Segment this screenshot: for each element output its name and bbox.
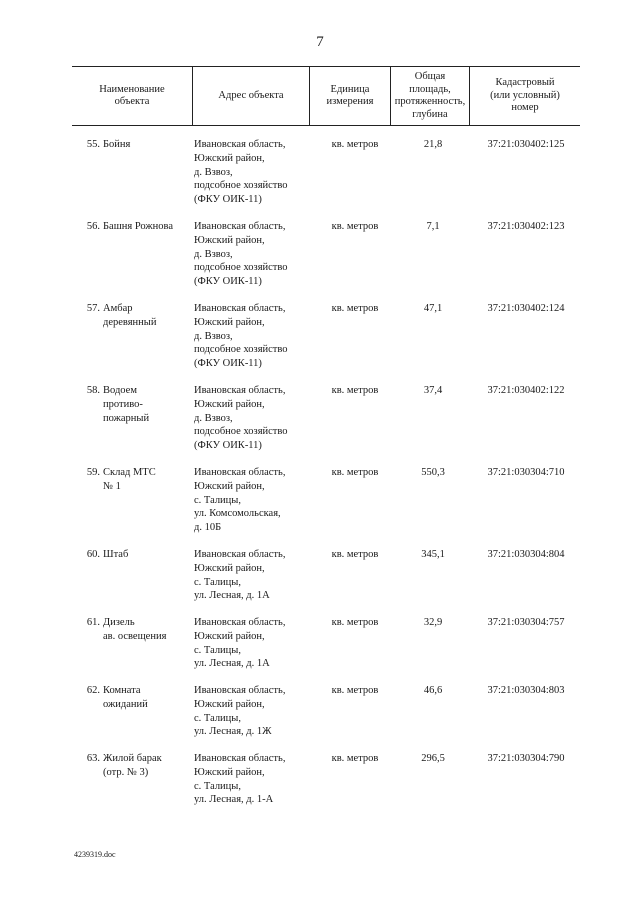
object-address-line: ул. Комсомольская,	[194, 508, 281, 520]
object-address-line: Ивановская область,	[194, 617, 286, 628]
header-line: Адрес объекта	[218, 89, 284, 101]
area-value: 37,4	[423, 385, 443, 396]
object-address-line: д. Взвоз,	[194, 166, 233, 178]
object-address-line: Ивановская область,	[194, 685, 286, 696]
unit-of-measure: кв. метров	[331, 617, 379, 628]
object-address-line: с. Талицы,	[194, 712, 241, 724]
object-name-line: Склад МТС	[103, 467, 156, 478]
unit-of-measure: кв. метров	[331, 753, 379, 764]
header-cadastral-lines	[490, 77, 560, 115]
header-name-lines	[99, 84, 164, 109]
unit-of-measure: кв. метров	[331, 303, 379, 314]
object-address-line: д. Взвоз,	[194, 330, 233, 342]
object-name-line: Жилой барак	[103, 753, 162, 764]
object-address-line: ул. Лесная, д. 1Ж	[194, 726, 272, 738]
header-line: (или условный)	[490, 89, 560, 101]
cadastral-number: 37:21:030304:803	[487, 685, 565, 696]
header-line: Единица	[330, 83, 370, 95]
object-address-line: Южский район,	[194, 562, 265, 574]
object-address-line: Ивановская область,	[194, 385, 286, 396]
object-address-line: подсобное хозяйство	[194, 344, 288, 356]
object-name-line: противо-	[103, 398, 143, 410]
header-cadastral	[470, 67, 580, 125]
unit-of-measure: кв. метров	[331, 467, 379, 478]
object-address-line: Южский район,	[194, 766, 265, 778]
object-address-line: Южский район,	[194, 152, 265, 164]
object-address-line: Ивановская область,	[194, 221, 286, 232]
object-name	[103, 548, 191, 562]
object-address	[194, 138, 314, 207]
header-line: измерения	[326, 96, 374, 107]
object-address	[194, 616, 314, 671]
cadastral-number: 37:21:030304:790	[487, 753, 565, 764]
area-value: 46,6	[423, 685, 443, 696]
row-number: 62.	[86, 685, 100, 696]
header-line: глубина	[412, 108, 448, 120]
header-line: протяженность,	[394, 96, 466, 107]
object-address-line: Южский район,	[194, 398, 265, 410]
object-address-line: с. Талицы,	[194, 576, 241, 588]
object-name-line: Амбар	[103, 303, 133, 314]
object-name	[103, 466, 191, 494]
object-address-line: (ФКУ ОИК-11)	[194, 276, 262, 288]
object-address-line: Ивановская область,	[194, 467, 286, 478]
cadastral-number: 37:21:030402:124	[487, 303, 565, 314]
area-value: 32,9	[423, 617, 443, 628]
area-value: 47,1	[423, 303, 443, 314]
object-name-line: Водоем	[103, 385, 137, 396]
object-address-line: Ивановская область,	[194, 549, 286, 560]
cadastral-number: 37:21:030402:122	[487, 385, 565, 396]
object-name-line: Дизель	[103, 617, 135, 628]
object-address-line: ул. Лесная, д. 1А	[194, 590, 270, 602]
header-line: Общая	[414, 71, 446, 82]
object-address	[194, 302, 314, 371]
object-address-line: д. 10Б	[194, 522, 222, 534]
object-name	[103, 616, 191, 644]
cadastral-number: 37:21:030304:710	[487, 467, 565, 478]
header-area-lines	[395, 71, 465, 121]
object-address-line: д. Взвоз,	[194, 248, 233, 260]
object-name	[103, 138, 191, 152]
row-number: 55.	[86, 139, 100, 150]
object-address-line: Южский район,	[194, 316, 265, 328]
area-value: 345,1	[421, 549, 445, 560]
header-line: площадь,	[409, 83, 451, 95]
unit-of-measure: кв. метров	[331, 139, 379, 150]
unit-of-measure: кв. метров	[331, 221, 379, 232]
unit-of-measure: кв. метров	[331, 685, 379, 696]
object-address	[194, 548, 314, 603]
header-address-lines	[218, 90, 283, 103]
area-value: 296,5	[421, 753, 445, 764]
row-number: 58.	[86, 385, 100, 396]
object-name-line: ав. освещения	[103, 630, 167, 642]
object-address-line: Южский район,	[194, 480, 265, 492]
cadastral-number: 37:21:030402:123	[487, 221, 565, 232]
object-name	[103, 684, 191, 712]
header-line: Кадастровый	[495, 77, 555, 89]
row-number: 60.	[86, 549, 100, 560]
object-address-line: подсобное хозяйство	[194, 180, 288, 192]
header-line: объекта	[114, 96, 150, 107]
cadastral-number: 37:21:030304:757	[487, 617, 565, 628]
cadastral-number: 37:21:030402:125	[487, 139, 565, 150]
object-address	[194, 466, 314, 535]
object-name	[103, 752, 191, 780]
object-address-line: д. Взвоз,	[194, 412, 233, 424]
object-name	[103, 220, 191, 234]
object-name	[103, 384, 191, 425]
object-address-line: (ФКУ ОИК-11)	[194, 358, 262, 370]
object-name-line: пожарный	[103, 412, 150, 424]
object-address-line: (ФКУ ОИК-11)	[194, 194, 262, 206]
page-number: 7	[316, 34, 324, 50]
header-line: номер	[511, 102, 539, 114]
row-number: 59.	[86, 467, 100, 478]
document-filename: 4239319.doc	[74, 850, 116, 859]
row-number: 57.	[86, 303, 100, 314]
object-name	[103, 302, 191, 330]
row-number: 56.	[86, 221, 100, 232]
object-address-line: Южский район,	[194, 630, 265, 642]
object-address-line: ул. Лесная, д. 1А	[194, 658, 270, 670]
object-name-line: № 1	[103, 480, 121, 492]
table-header	[72, 66, 580, 126]
header-area	[391, 67, 469, 125]
unit-of-measure: кв. метров	[331, 549, 379, 560]
object-address-line: ул. Лесная, д. 1-А	[194, 794, 274, 806]
row-number: 61.	[86, 617, 100, 628]
object-name-line: Башня Рожнова	[103, 221, 174, 232]
header-unit	[310, 67, 390, 125]
object-address-line: (ФКУ ОИК-11)	[194, 440, 262, 452]
object-address	[194, 752, 314, 807]
object-address-line: с. Талицы,	[194, 494, 241, 506]
object-name-line: (отр. № 3)	[103, 766, 149, 778]
object-address-line: Ивановская область,	[194, 753, 286, 764]
object-address	[194, 684, 314, 739]
object-address	[194, 384, 314, 453]
object-address-line: с. Талицы,	[194, 780, 241, 792]
object-name-line: Бойня	[103, 139, 131, 150]
header-name	[72, 67, 192, 125]
header-line: Наименование	[99, 83, 165, 95]
object-address	[194, 220, 314, 289]
area-value: 550,3	[421, 467, 445, 478]
cadastral-number: 37:21:030304:804	[487, 549, 565, 560]
object-address-line: с. Талицы,	[194, 644, 241, 656]
object-address-line: Ивановская область,	[194, 303, 286, 314]
row-number: 63.	[86, 753, 100, 764]
object-name-line: Комната	[103, 685, 141, 696]
object-name-line: ожиданий	[103, 698, 148, 710]
object-name-line: Штаб	[103, 549, 129, 560]
header-unit-lines	[327, 84, 374, 109]
area-value: 21,8	[423, 139, 443, 150]
object-address-line: Южский район,	[194, 234, 265, 246]
object-name-line: деревянный	[103, 316, 157, 328]
object-address-line: Ивановская область,	[194, 139, 286, 150]
object-address-line: подсобное хозяйство	[194, 426, 288, 438]
area-value: 7,1	[426, 221, 440, 232]
unit-of-measure: кв. метров	[331, 385, 379, 396]
header-address	[193, 67, 309, 125]
object-address-line: Южский район,	[194, 698, 265, 710]
object-address-line: подсобное хозяйство	[194, 262, 288, 274]
